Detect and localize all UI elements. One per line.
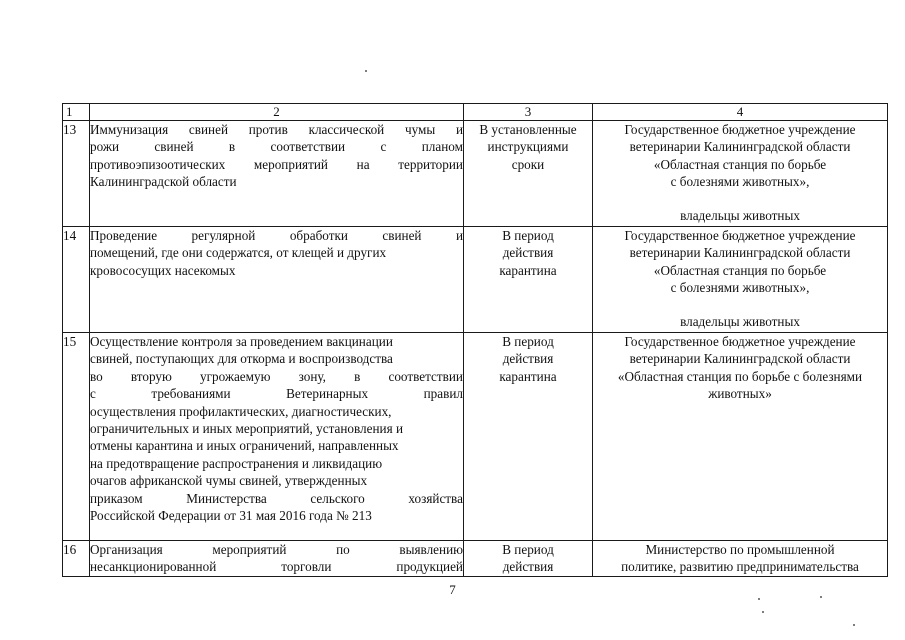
activity-word: противоэпизоотических bbox=[90, 156, 226, 172]
responsible-line: Министерство по промышленной bbox=[645, 542, 835, 557]
activity-word: с bbox=[380, 139, 387, 155]
activity-word: очагов африканской чумы свиней, утвержденных bbox=[90, 473, 368, 489]
activity-cell bbox=[90, 227, 464, 333]
table-header-row bbox=[63, 104, 888, 121]
responsible-line: с болезнями животных», bbox=[670, 280, 810, 296]
responsible-cell bbox=[593, 121, 888, 227]
term-cell bbox=[464, 333, 593, 541]
activity-word: регулярной bbox=[191, 228, 256, 243]
activity-word: правил bbox=[423, 386, 463, 402]
term-line: сроки bbox=[511, 156, 545, 172]
responsible-line: ветеринарии Калининградской области bbox=[629, 245, 851, 261]
term-line: карантина bbox=[499, 262, 557, 278]
activity-word: на предотвращение распространения и ликвидацию bbox=[90, 455, 383, 471]
activity-word: кровососущих насекомых bbox=[90, 262, 236, 278]
term-line: В период bbox=[502, 228, 554, 243]
page-number: 7 bbox=[449, 582, 456, 597]
activity-line bbox=[90, 368, 463, 385]
activity-cell bbox=[90, 333, 464, 541]
activity-word: помещений, где они содержатся, от клещей и других bbox=[90, 245, 387, 261]
activity-word: свиней bbox=[188, 122, 228, 137]
term-cell bbox=[464, 541, 593, 577]
activity-line bbox=[90, 333, 463, 350]
activity-word: выявлению bbox=[399, 542, 463, 557]
activity-line bbox=[90, 558, 463, 575]
responsible-line: политике, развитию предпринимательства bbox=[621, 559, 859, 575]
responsible-line: «Областная станция по борьбе bbox=[653, 262, 827, 278]
responsible-line: Государственное бюджетное учреждение bbox=[624, 228, 856, 243]
activity-line bbox=[90, 507, 463, 524]
activity-line bbox=[90, 121, 463, 138]
responsible-line: «Областная станция по борьбе bbox=[653, 156, 827, 172]
responsible-line: Государственное бюджетное учреждение bbox=[624, 334, 856, 349]
table-row bbox=[63, 541, 888, 577]
activity-line bbox=[90, 437, 463, 454]
activity-line bbox=[90, 350, 463, 367]
activity-line bbox=[90, 490, 463, 507]
activity-word: Калининградской области bbox=[90, 174, 237, 190]
header-cell-2: 2 bbox=[90, 104, 464, 121]
responsible-line: с болезнями животных», bbox=[670, 174, 810, 190]
activity-word: соответствии bbox=[270, 139, 346, 155]
activity-word: Организация bbox=[90, 542, 163, 557]
activity-word: соответствии bbox=[388, 368, 463, 384]
term-line: действия bbox=[502, 351, 554, 367]
term-cell bbox=[464, 227, 593, 333]
owners-line: владельцы животных bbox=[680, 313, 800, 329]
activity-word: и bbox=[455, 228, 463, 243]
activity-word: мероприятий bbox=[212, 542, 287, 557]
activities-table bbox=[62, 103, 888, 577]
activity-word: отмены карантина и иных ограничений, направленных bbox=[90, 438, 399, 454]
activity-word: по bbox=[336, 542, 350, 557]
activity-word: против bbox=[248, 122, 288, 137]
activity-line bbox=[90, 138, 463, 155]
activity-word: свиней, поступающих для откорма и воспроизводства bbox=[90, 351, 393, 367]
table-row bbox=[63, 333, 888, 541]
activity-line bbox=[90, 156, 463, 173]
row-number-cell: 15 bbox=[63, 333, 90, 541]
activity-word: сельского bbox=[310, 490, 365, 506]
term-line: В период bbox=[502, 334, 554, 349]
activity-line bbox=[90, 541, 463, 558]
scan-speck bbox=[820, 596, 822, 598]
owners-line: владельцы животных bbox=[680, 207, 800, 223]
activity-word: Иммунизация bbox=[90, 122, 169, 137]
activity-word: чумы bbox=[404, 122, 436, 137]
term-line: инструкциями bbox=[487, 139, 569, 155]
term-line: В период bbox=[502, 542, 554, 557]
responsible-cell bbox=[593, 227, 888, 333]
activity-word: в bbox=[228, 139, 236, 155]
activity-word: свиней bbox=[382, 228, 422, 243]
activity-word: вторую bbox=[130, 368, 172, 384]
responsible-line: ветеринарии Калининградской области bbox=[629, 139, 851, 155]
activity-line bbox=[90, 403, 463, 420]
responsible-line: животных» bbox=[708, 386, 772, 402]
activity-word: планом bbox=[421, 139, 463, 155]
activity-line bbox=[90, 472, 463, 489]
term-line: В установленные bbox=[479, 122, 577, 137]
row-number-cell: 13 bbox=[63, 121, 90, 227]
activity-word: и bbox=[455, 122, 463, 137]
header-cell-4: 4 bbox=[593, 104, 888, 121]
activity-word: территории bbox=[398, 156, 463, 172]
term-line: действия bbox=[502, 559, 554, 575]
activity-line bbox=[90, 262, 463, 279]
activity-word: хозяйства bbox=[408, 490, 463, 506]
activity-word: осуществления профилактических, диагностических, bbox=[90, 403, 392, 419]
activity-word: приказом bbox=[90, 490, 143, 506]
activity-word: зону, bbox=[298, 368, 326, 384]
scan-speck bbox=[758, 598, 760, 600]
activity-word: несанкционированной bbox=[90, 559, 217, 575]
activity-word: с bbox=[90, 386, 96, 402]
activity-word: угрожаемую bbox=[199, 368, 271, 384]
activity-word: ограничительных и иных мероприятий, установления и bbox=[90, 421, 404, 437]
scan-speck bbox=[365, 70, 367, 72]
activity-cell bbox=[90, 121, 464, 227]
activity-line bbox=[90, 227, 463, 244]
scan-speck bbox=[762, 611, 764, 613]
activity-word: Осуществление контроля за проведением вакцинации bbox=[90, 334, 393, 349]
table-row bbox=[63, 227, 888, 333]
activity-word: Российской Федерации от 31 мая 2016 года № 213 bbox=[90, 508, 372, 524]
activity-line bbox=[90, 455, 463, 472]
activity-word: на bbox=[356, 156, 370, 172]
activity-word: обработки bbox=[289, 228, 348, 243]
term-line: карантина bbox=[499, 368, 557, 384]
activity-line bbox=[90, 385, 463, 402]
term-line: действия bbox=[502, 245, 554, 261]
activity-word: Ветеринарных bbox=[286, 386, 369, 402]
activity-word: требованиями bbox=[151, 386, 231, 402]
responsible-line: «Областная станция по борьбе с болезнями bbox=[617, 368, 863, 384]
activity-word: свиней bbox=[154, 139, 194, 155]
activity-cell bbox=[90, 541, 464, 577]
activity-word: продукцией bbox=[396, 559, 463, 575]
header-cell-1: 1 bbox=[63, 104, 90, 121]
activity-word: в bbox=[354, 368, 361, 384]
activity-word: во bbox=[90, 368, 103, 384]
scan-speck bbox=[853, 624, 855, 626]
table-row bbox=[63, 121, 888, 227]
activity-line bbox=[90, 420, 463, 437]
responsible-cell bbox=[593, 541, 888, 577]
activity-line bbox=[90, 173, 463, 190]
activity-word: мероприятий bbox=[253, 156, 328, 172]
activity-line bbox=[90, 244, 463, 261]
responsible-line: Государственное бюджетное учреждение bbox=[624, 122, 856, 137]
row-number-cell: 16 bbox=[63, 541, 90, 577]
activity-word: классической bbox=[308, 122, 385, 137]
responsible-cell bbox=[593, 333, 888, 541]
term-cell bbox=[464, 121, 593, 227]
activity-word: торговли bbox=[281, 559, 332, 575]
header-cell-3: 3 bbox=[464, 104, 593, 121]
responsible-line: ветеринарии Калининградской области bbox=[629, 351, 851, 367]
activity-word: Министерства bbox=[186, 490, 267, 506]
row-number-cell: 14 bbox=[63, 227, 90, 333]
activity-word: Проведение bbox=[90, 228, 158, 243]
activity-word: рожи bbox=[90, 139, 120, 155]
